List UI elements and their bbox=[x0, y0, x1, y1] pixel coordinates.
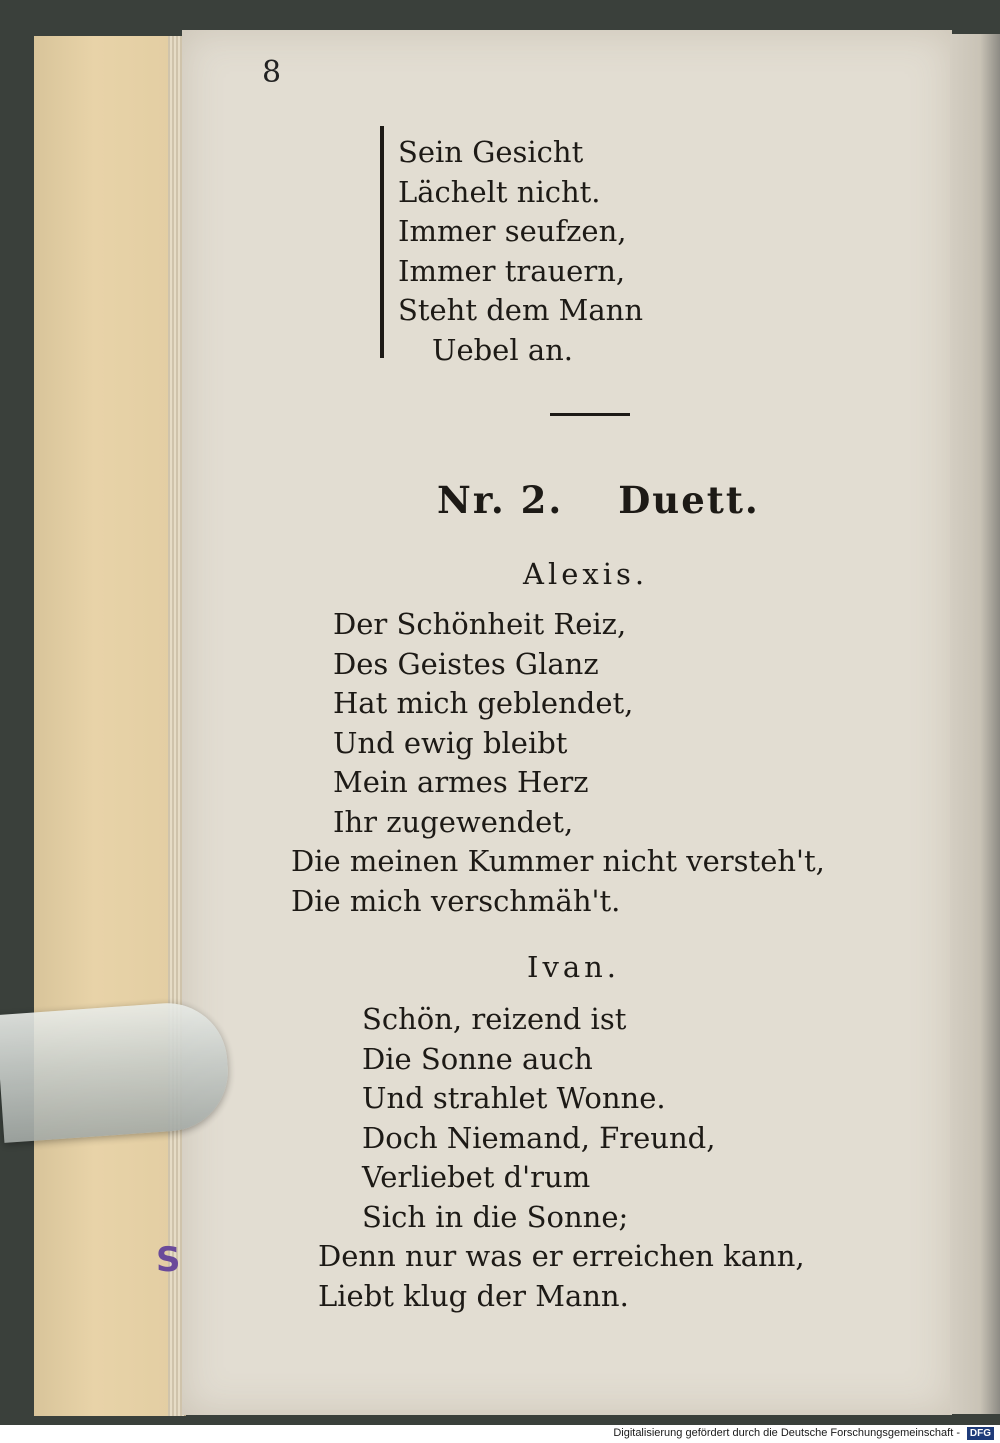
book-page-edge-right bbox=[950, 34, 1000, 1414]
verse-line: Verliebet d'rum bbox=[362, 1160, 591, 1194]
ivan-verse bbox=[318, 1000, 805, 1316]
speaker-ivan: Ivan. bbox=[527, 950, 621, 984]
verse-line: Doch Niemand, Freund, bbox=[362, 1120, 716, 1155]
section-number: Nr. 2. bbox=[437, 478, 564, 522]
verse-line: Sein Gesicht bbox=[398, 135, 584, 169]
opening-verse bbox=[398, 133, 643, 370]
verse-line: Des Geistes Glanz bbox=[333, 646, 599, 681]
verse-line: Die meinen Kummer nicht versteh't, bbox=[291, 844, 825, 878]
verse-bracket bbox=[380, 126, 393, 358]
verse-line: Die Sonne auch bbox=[362, 1041, 593, 1076]
verse-line: Liebt klug der Mann. bbox=[318, 1278, 629, 1313]
verse-line: Die mich verschmäh't. bbox=[291, 883, 621, 918]
section-divider bbox=[550, 413, 630, 416]
verse-line: Steht dem Mann bbox=[398, 293, 644, 327]
verse-line: Uebel an. bbox=[432, 332, 574, 367]
glass-page-weight bbox=[0, 999, 232, 1143]
verse-line: Schön, reizend ist bbox=[362, 1002, 627, 1036]
page-number: 8 bbox=[262, 55, 282, 90]
verse-line: Mein armes Herz bbox=[333, 765, 589, 799]
verse-line: Denn nur was er erreichen kann, bbox=[318, 1239, 805, 1273]
book-page-stack-left bbox=[34, 36, 186, 1416]
verse-line: Hat mich geblendet, bbox=[333, 686, 634, 720]
verse-line: Immer trauern, bbox=[398, 253, 626, 288]
section-title: Duett. bbox=[618, 478, 760, 522]
verse-line: Sich in die Sonne; bbox=[362, 1199, 629, 1234]
verse-line: Lächelt nicht. bbox=[398, 174, 601, 209]
speaker-alexis: Alexis. bbox=[523, 557, 649, 591]
section-heading bbox=[437, 478, 760, 522]
dfg-logo: DFG bbox=[967, 1427, 994, 1440]
library-stamp-fragment: S bbox=[156, 1240, 181, 1280]
verse-line: Und strahlet Wonne. bbox=[362, 1081, 666, 1115]
footer-credit: Digitalisierung gefördert durch die Deutsche Forschungsgemeinschaft - bbox=[613, 1427, 960, 1439]
verse-line: Immer seufzen, bbox=[398, 214, 627, 248]
alexis-verse bbox=[291, 605, 825, 921]
verse-line: Und ewig bleibt bbox=[333, 725, 568, 760]
verse-line: Ihr zugewendet, bbox=[333, 804, 574, 839]
verse-line: Der Schönheit Reiz, bbox=[333, 607, 627, 641]
